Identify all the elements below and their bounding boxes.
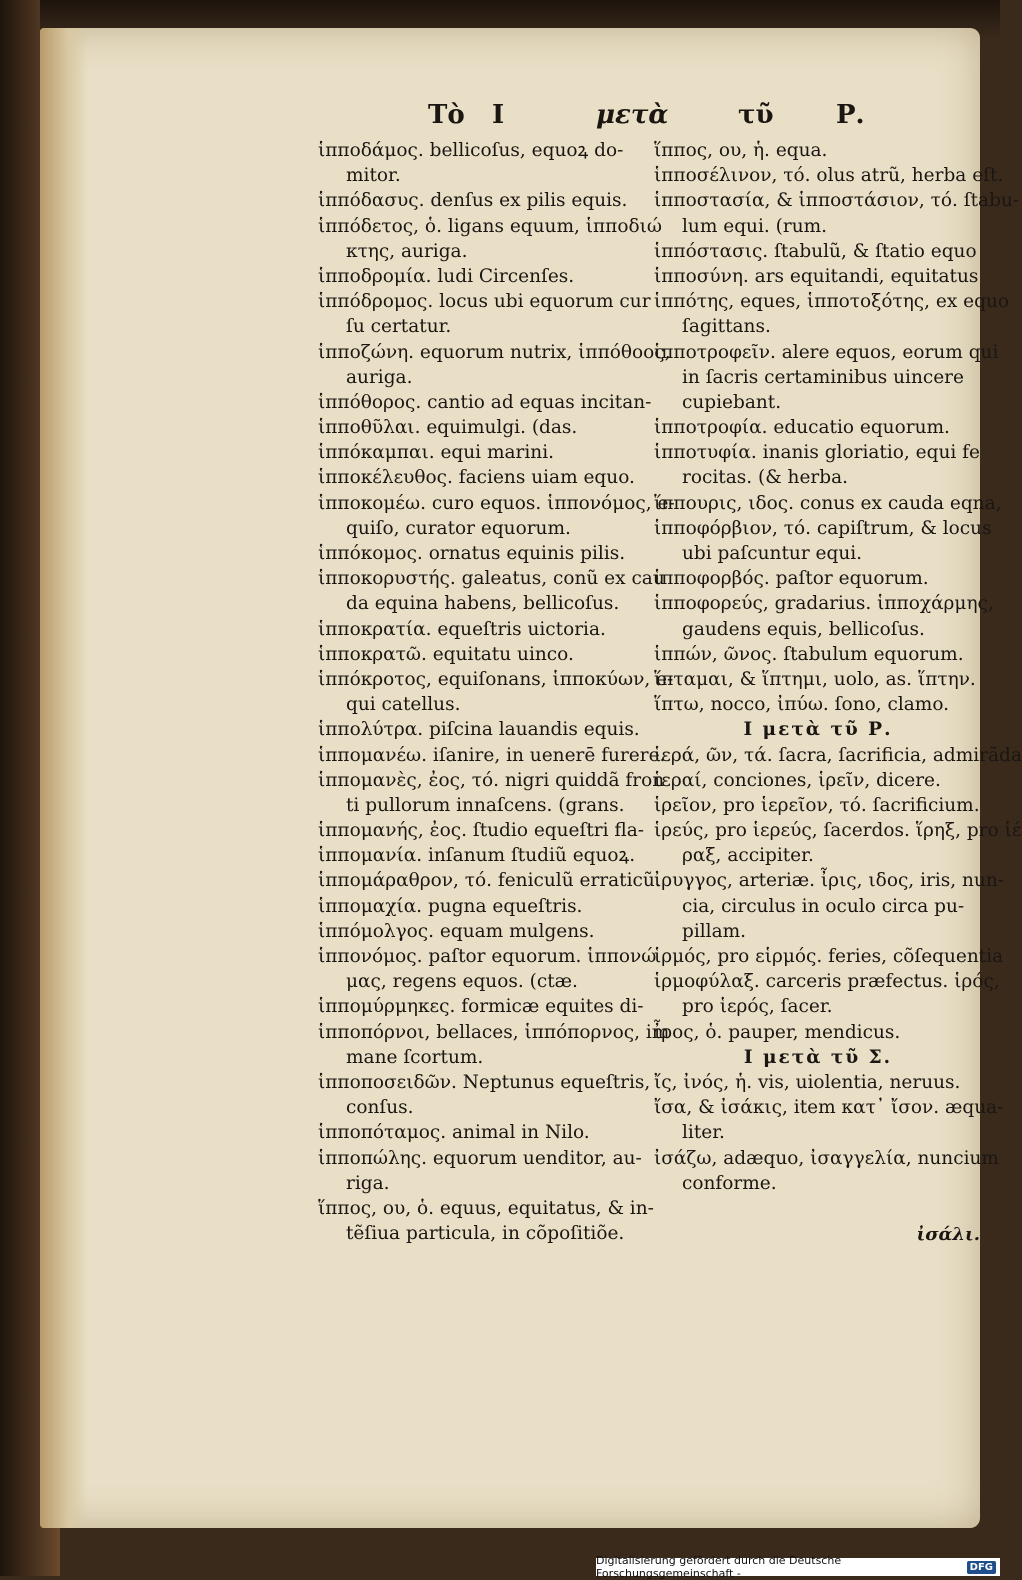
entry-line: auriga. (346, 366, 413, 388)
entry-line: qui catellus. (346, 694, 461, 716)
entry-line: ἱπποκορυστής. galeatus, conũ ex cau (318, 568, 665, 590)
header-letter: Ι (492, 100, 505, 130)
entry-line: ἱρμός, pro εἱρμός. feries, cõſequentia (654, 946, 1004, 967)
entry-line: ti pullorum innaſcens. (grans. (346, 794, 625, 816)
entry-line: ἱπποφορβός. paſtor equorum. (654, 568, 929, 590)
entry-line: ſagittans. (682, 316, 771, 338)
entry-line: ἱππομαχία. pugna equeſtris. (318, 895, 583, 917)
entry-line: ἱππόθορος. cantio ad equas incitan- (318, 391, 652, 413)
entry-line: ἱπποζώνη. equorum nutrix, ἱππόθοος, (318, 341, 671, 363)
entry-line: ἱρμοφύλαξ. carceris præfectus. ἱρός, (654, 971, 1000, 993)
entry-line: ἱπποπόταμος. animal in Nilo. (318, 1122, 590, 1144)
catchword: ἰσάλι. (916, 1224, 980, 1245)
entry-line: κτης, auriga. (346, 240, 468, 262)
entry-line: ἱπποφορεύς, gradarius. ἱπποχάρμης, (654, 593, 994, 615)
entry-line: ἱπποκρατῶ. equitatu uinco. (318, 643, 574, 665)
entry-line: ἱπποτροφία. educatio equorum. (654, 417, 950, 439)
entry-line: ἱππότης, eques, ἱπποτοξότης, ex equo (654, 291, 1010, 313)
entry-line: ἱπποστασία, & ἱπποστάσιον, τό. ſtabu- (654, 190, 1020, 212)
entry-line: ἵππος, ου, ἡ. equa. (654, 140, 828, 161)
entry-line: in ſacris certaminibus uincere (682, 366, 964, 388)
entry-line: cia, circulus in oculo circa pu- (682, 895, 965, 917)
entry-line: mitor. (346, 165, 401, 187)
entry-line: ἵπταμαι, & ἵπτημι, uolo, as. ἵπτην. (654, 668, 976, 690)
entry-line: ἱεραί, conciones, ἱρεῖν, dicere. (654, 769, 941, 791)
entry-line: ἱππομανέω. iſanire, in uenerē furere. (318, 744, 666, 766)
entry-line: ἱππονόμος. paſtor equorum. ἱππονώ (318, 946, 657, 967)
entry-line: ραξ, accipiter. (682, 845, 814, 867)
header-meta: μετὰ (596, 100, 669, 130)
entry-line: ἱππόδετος, ὁ. ligans equum, ἱπποδιώ (318, 215, 662, 237)
digitization-footer (596, 1554, 1000, 1580)
entry-line: ἱπποτυφία. inanis gloriatio, equi fe (654, 442, 980, 464)
entry-line: ἵππος, ου, ὁ. equus, equitatus, & in- (318, 1197, 654, 1219)
entry-line: pro ἱερός, ſacer. (682, 996, 833, 1018)
entry-line: ἱπποδρομία. ludi Circenſes. (318, 265, 575, 287)
entry-line: ἱππόστασις. ſtabulũ, & ſtatio equo (654, 240, 977, 262)
entry-line: ἱρεύς, pro ἱερεύς, ſacerdos. ἵρηξ, pro ἱέ (654, 820, 1022, 842)
entry-line: ἱπποτροφεῖν. alere equos, eorum qui (654, 341, 999, 363)
entry-line: ubi paſcuntur equi. (682, 543, 863, 564)
entry-line: quiſo, curator equorum. (346, 517, 571, 539)
entry-line: riga. (346, 1172, 390, 1194)
page-gutter (40, 28, 88, 1528)
entry-line: gaudens equis, bellicoſus. (682, 618, 925, 640)
entry-line: conſus. (346, 1097, 414, 1119)
entry-line: ἱπποφόρβιον, τό. capiſtrum, & locus (654, 517, 992, 539)
entry-line: ἱρεῖον, pro ἱερεῖον, τό. ſacrificium. (654, 794, 980, 816)
section-heading: Ι μετὰ τῦ Ρ. (743, 719, 893, 741)
header-next-letter: Ρ. (836, 100, 865, 130)
entry-line: ἱππόδρομος. locus ubi equorum cur (318, 291, 651, 313)
entry-line: ἱπποδάμος. bellicoſus, equoꝝ do- (318, 140, 624, 161)
entry-line: ἰρυγγος, arteriæ. ἶρις, ιδος, iris, nun- (654, 870, 1005, 892)
dfg-logo: DFG (967, 1561, 996, 1574)
entry-line: ἱερά, ῶν, τά. ſacra, ſacrificia, admirãda (654, 744, 1022, 766)
entry-line: ἰσάζω, adæquo, ἰσαγγελία, nuncium (654, 1147, 999, 1169)
entry-line: ἶρος, ὁ. pauper, mendicus. (654, 1021, 901, 1043)
running-header (0, 100, 1000, 140)
entry-line: liter. (682, 1122, 725, 1144)
entry-line: rocitas. (& herba. (682, 467, 849, 489)
entry-line: ἱπποκομέω. curo equos. ἱππονόμος, e- (318, 492, 675, 514)
entry-line: ἱππομανὲς, ἐος, τό. nigri quiddã fron (318, 769, 665, 791)
entry-line: ἱπποσέλινον, τό. olus atrũ, herba eſt. (654, 165, 1004, 187)
entry-line: ἱπποκρατία. equeſtris uictoria. (318, 618, 606, 640)
entry-line: ἱπποσύνη. ars equitandi, equitatus (654, 265, 979, 287)
section-heading: Ι μετὰ τῦ Σ. (743, 1046, 893, 1068)
entry-line: da equina habens, bellicoſus. (346, 593, 620, 615)
entry-line: ἱππόκαμπαι. equi marini. (318, 442, 555, 464)
entry-line: ἱπποκέλευθος. faciens uiam equo. (318, 467, 635, 489)
entry-line: tẽſiua particula, in cõpoſitiõe. (346, 1223, 625, 1245)
entry-line: conforme. (682, 1172, 777, 1194)
entry-line: ſu certatur. (346, 316, 452, 338)
right-column (654, 138, 1022, 1196)
entry-line: ἱππόκροτος, equiſonans, ἱπποκύων, e- (318, 668, 674, 690)
entry-line: μας, regens equos. (ctæ. (346, 971, 578, 993)
entry-line: ἱπποθῦλαι. equimulgi. (das. (318, 417, 578, 439)
entry-line: ἵππουρις, ιδος. conus ex cauda eqna, (654, 492, 1002, 514)
entry-line: mane ſcortum. (346, 1046, 484, 1068)
entry-line: ἱππών, ῶνος. ſtabulum equorum. (654, 643, 964, 665)
entry-line: ἱππομάραθρον, τό. feniculũ erraticũ. (318, 870, 661, 892)
entry-line: ἱπποπώλης. equorum uenditor, au- (318, 1147, 642, 1169)
entry-line: ἱππόμολγος. equam mulgens. (318, 920, 595, 942)
entry-line: lum equi. (rum. (682, 215, 828, 237)
entry-line: ἱππόκομος. ornatus equinis pilis. (318, 543, 626, 564)
header-article: Τὸ (428, 100, 465, 130)
entry-line: ἱπποποσειδῶν. Neptunus equeſtris, (318, 1071, 651, 1093)
entry-line: ἱπποπόρνοι, bellaces, ἱππόπορνος, im (318, 1021, 670, 1043)
header-genitive: τῦ (738, 100, 774, 130)
footer-text: Digitalisierung gefördert durch die Deutsche Forschungsgemeinschaft - (596, 1554, 842, 1580)
entry-line: ἵπτω, nocco, ἰπύω. ſono, clamo. (654, 694, 950, 716)
left-column (318, 138, 675, 1246)
entry-line: ἱππομύρμηκες. formicæ equites di- (318, 996, 644, 1018)
entry-line: ἱππόδασυς. denſus ex pilis equis. (318, 190, 628, 212)
entry-line: ἱππολύτρα. piſcina lauandis equis. (318, 719, 640, 741)
entry-line: ἱππομανία. inſanum ſtudiũ equoꝝ. (318, 845, 636, 867)
entry-line: ἱππομανής, ἐος. ſtudio equeſtri fla- (318, 820, 645, 842)
entry-line: pillam. (682, 920, 747, 942)
entry-line: ἴς, ἰνός, ἡ. vis, uiolentia, neruus. (654, 1071, 961, 1093)
entry-line: cupiebant. (682, 391, 782, 413)
entry-line: ἴσα, & ἰσάκις, item κατ᾽ ἴσον. æqua- (654, 1097, 1004, 1119)
